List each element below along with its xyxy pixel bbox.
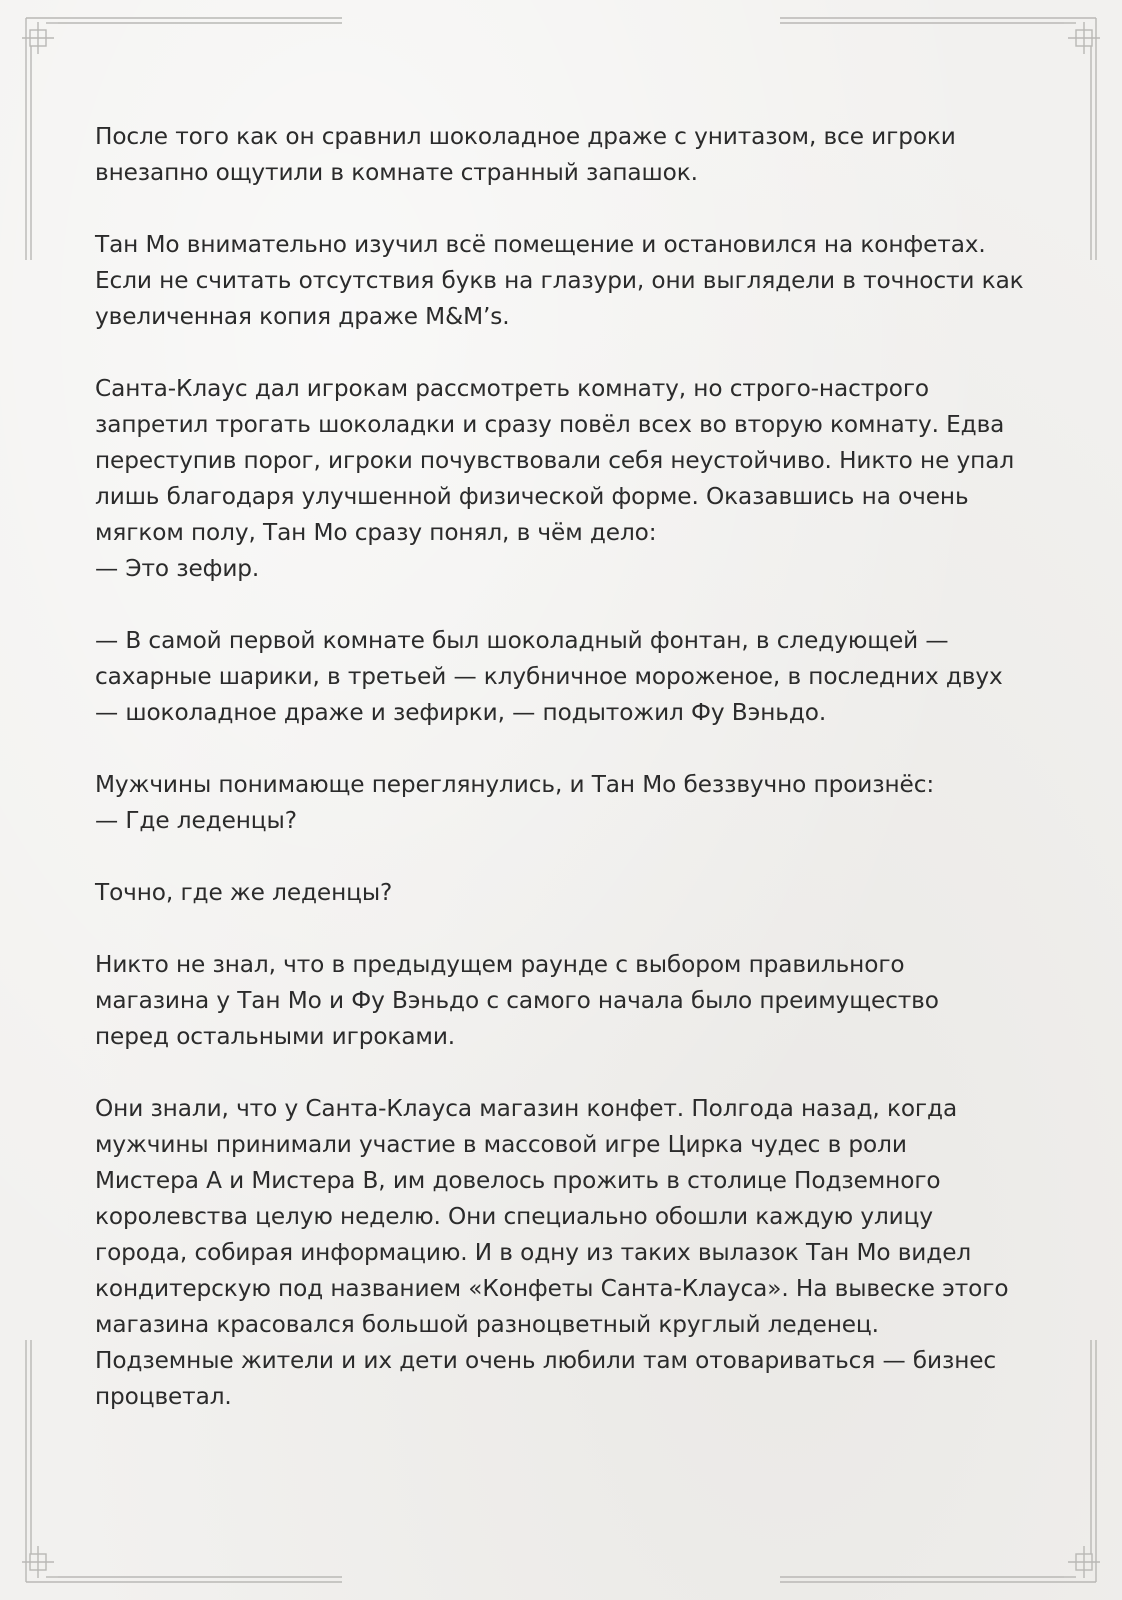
paragraph: Мужчины понимающе переглянулись, и Тан Мо беззвучно произнёс: — Где леденцы? — [95, 771, 935, 834]
document-body — [95, 119, 1035, 1415]
paragraph: Тан Мо внимательно изучил всё помещение и остановился на конфетах. Если не считать отсутствия букв на глазури, они выглядели в точности как увеличенная копия драже M&M’s. — [95, 231, 1024, 330]
paragraph: Никто не знал, что в предыдущем раунде с выбором правильного магазина у Тан Мо и Фу Вэньдо с самого начала было преимущество перед остальными игроками. — [95, 951, 939, 1050]
paragraph: После того как он сравнил шоколадное драже с унитазом, все игроки внезапно ощутили в комнате странный запашок. — [95, 123, 956, 186]
paragraph: Они знали, что у Санта-Клауса магазин конфет. Полгода назад, когда мужчины принимали участие в массовой игре Цирка чудес в роли Мистера А и Мистера B, им довелось прожить в столице Подземного королевства целую неделю. Они специально обошли каждую улицу города, собирая информацию. И в одну из таких вылазок Тан Мо видел кондитерскую под названием «Конфеты Санта-Клауса». На вывеске этого магазина красовался большой разноцветный круглый леденец. Подземные жители и их дети очень любили там отовариваться — бизнес процветал. — [95, 1095, 1009, 1410]
paragraph: Точно, где же леденцы? — [95, 879, 393, 906]
paragraph: — В самой первой комнате был шоколадный фонтан, в следующей — сахарные шарики, в третьей — клубничное мороженое, в последних двух — шоколадное драже и зефирки, — подытожил Фу Вэньдо. — [95, 627, 1003, 726]
paragraph: Санта-Клаус дал игрокам рассмотреть комнату, но строго-настрого запретил трогать шоколадки и сразу повёл всех во вторую комнату. Едва переступив порог, игроки почувствовали себя неустойчиво. Никто не упал лишь благодаря улучшенной физической форме. Оказавшись на очень мягком полу, Тан Мо сразу понял, в чём дело: — Это зефир. — [95, 375, 1015, 582]
